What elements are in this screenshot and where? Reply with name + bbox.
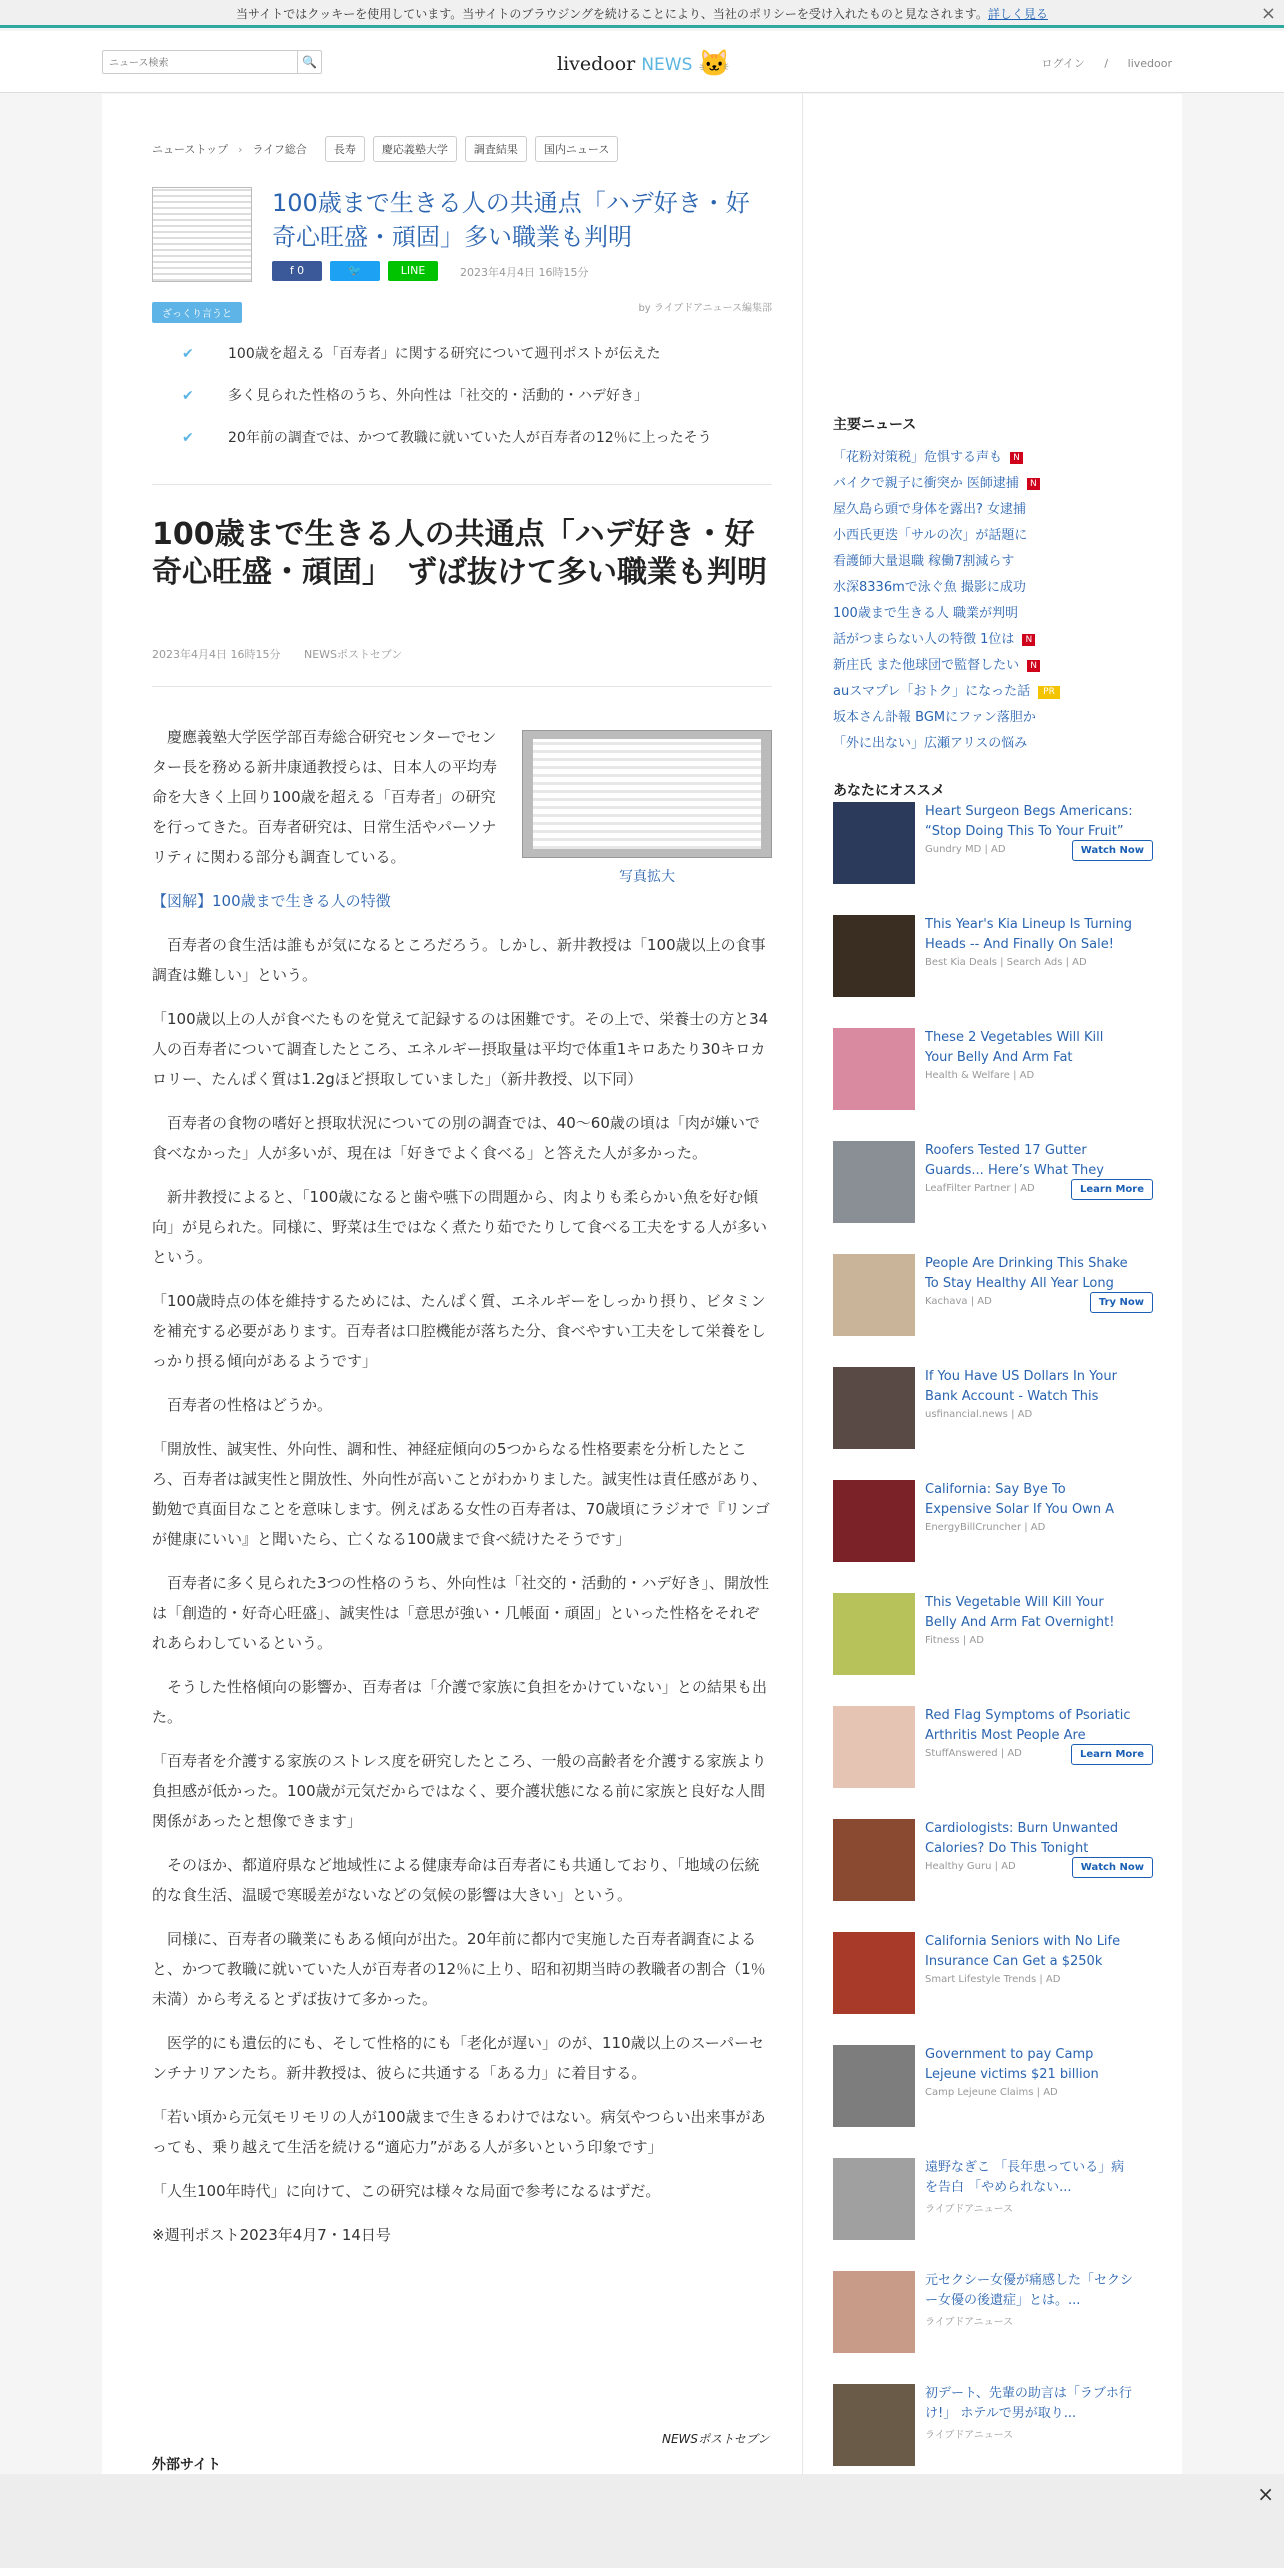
tag-domestic[interactable]: 国内ニュース [535, 136, 618, 162]
recommend-thumbnail[interactable] [833, 2271, 915, 2353]
article-paragraph: 百寿者の食生活は誰もが気になるところだろう。しかし、新井教授は「100歳以上の食事調査は難しい」という。 [152, 936, 766, 984]
recommend-cta-button[interactable]: Learn More [1071, 1744, 1153, 1765]
recommend-source: Best Kia Deals | Search Ads | AD [925, 957, 1087, 968]
share-buttons [272, 261, 438, 281]
article-paragraph: 百寿者の性格はどうか。 [167, 1396, 333, 1414]
recommend-title[interactable]: 初デート、先輩の助言は「ラブホ行け!」 ホテルで男が取り... [925, 2386, 1132, 2421]
top-news-item[interactable] [833, 627, 1163, 653]
summary-badge: ざっくり言うと [152, 302, 242, 323]
recommend-thumbnail[interactable] [833, 802, 915, 884]
header-nav [1033, 55, 1180, 71]
recommend-source: ライブドアニュース [925, 2204, 1014, 2215]
new-badge: N [1027, 478, 1040, 490]
news-post-seven-logo: NEWSポストセブン [662, 2432, 770, 2446]
recommend-item[interactable] [833, 1141, 1153, 1223]
recommend-title[interactable]: Cardiologists: Burn Unwanted Calories? Do This Tonight [925, 1821, 1119, 1856]
recommend-item[interactable] [833, 802, 1153, 884]
facebook-share-button[interactable]: f 0 [272, 261, 322, 281]
summary-item: ✔ 多く見られた性格のうち、外向性は「社交的・活動的・ハデ好き」 [182, 386, 772, 406]
close-icon[interactable]: × [1257, 2482, 1274, 2506]
top-news-text: auスマプレ「おトク」になった話 [833, 684, 1031, 699]
top-news-item[interactable] [833, 497, 1163, 523]
top-news-item[interactable] [833, 471, 1163, 497]
top-news-text: バイクで親子に衝突か 医師逮捕 [833, 476, 1019, 491]
top-news-item[interactable] [833, 705, 1163, 731]
breadcrumb-sep-icon: › [238, 142, 243, 156]
recommend-title[interactable]: Government to pay Camp Lejeune victims $21 billion [925, 2047, 1099, 2082]
nav-separator: / [1104, 57, 1109, 70]
bottom-ad-bar [0, 2474, 1284, 2568]
recommend-thumbnail[interactable] [833, 2384, 915, 2466]
article-paragraph: 「若い頃から元気モリモリの人が100歳まで生きるわけではない。病気やつらい出来事があっても、乗り越えて生活を続ける“適応力”がある人が多いという印象です」 [152, 2108, 766, 2156]
new-badge: N [1010, 452, 1023, 464]
recommend-thumbnail[interactable] [833, 1367, 915, 1449]
livedoor-news-logo[interactable] [557, 47, 731, 77]
cookie-banner [0, 0, 1284, 28]
recommend-item[interactable] [833, 2384, 1153, 2466]
twitter-share-button[interactable]: 🐦 [330, 261, 380, 281]
recommend-title[interactable]: Heart Surgeon Begs Americans: “Stop Doing This To Your Fruit” [925, 804, 1133, 839]
login-link[interactable]: ログイン [1041, 57, 1085, 70]
article-paragraph: 同様に、百寿者の職業にもある傾向が出た。20年前に都内で実施した百寿者調査によると、かつて教職に就いていた人が百寿者の12％に上り、昭和初期当時の教職者の割合（1％未満）から考えるとずば抜けて多かった。 [152, 1930, 766, 2008]
recommend-item[interactable] [833, 2158, 1153, 2240]
divider [152, 686, 772, 687]
top-news-text: 100歳まで生きる人 職業が判明 [833, 606, 1018, 621]
recommend-thumbnail[interactable] [833, 1028, 915, 1110]
headline-thumbnail[interactable] [152, 187, 252, 282]
recommend-title[interactable]: These 2 Vegetables Will Kill Your Belly And Arm Fat [925, 1030, 1104, 1065]
top-news-text: 水深8336mで泳ぐ魚 撮影に成功 [833, 580, 1026, 595]
recommend-cta-button[interactable]: Watch Now [1072, 840, 1153, 861]
top-news-item[interactable] [833, 679, 1163, 705]
top-news-text: 「外に出ない」広瀬アリスの悩み [833, 736, 1028, 751]
recommend-title[interactable]: This Year's Kia Lineup Is Turning Heads -- And Finally On Sale! [925, 917, 1133, 952]
top-news-text: 「花粉対策税」危惧する声も [833, 450, 1003, 465]
recommend-thumbnail[interactable] [833, 1254, 915, 1336]
recommend-source: Healthy Guru | AD [925, 1861, 1016, 1872]
tag-longevity[interactable]: 長寿 [325, 136, 365, 162]
top-news-item[interactable] [833, 523, 1163, 549]
article-source[interactable]: NEWSポストセブン [303, 648, 403, 661]
article-paragraph: 医学的にも遺伝的にも、そして性格的にも「老化が遅い」のが、110歳以上のスーパーセンチナリアンたち。新井教授は、彼らに共通する「ある力」に着目する。 [152, 2034, 764, 2082]
top-news-item[interactable] [833, 653, 1163, 679]
recommend-item[interactable] [833, 1593, 1153, 1675]
article-lead: 慶應義塾大学医学部百寿総合研究センターでセンター長を務める新井康通教授らは、日本人の平均寿命を大きく上回り100歳を超える「百寿者」の研究を行ってきた。百寿者研究は、日常生活やパーソナリティに関わる部分も調査している。 [152, 728, 498, 866]
pr-badge: PR [1038, 686, 1060, 699]
recommend-source: StuffAnswered | AD [925, 1748, 1022, 1759]
tag-keio[interactable]: 慶応義塾大学 [373, 136, 457, 162]
recommend-source: EnergyBillCruncher | AD [925, 1522, 1046, 1533]
top-news-text: 新庄氏 また他球団で監督したい [833, 658, 1020, 673]
article-paragraph: 「100歳時点の体を維持するためには、たんぱく質、エネルギーをしっかり摂り、ビタミンを補充する必要があります。百寿者は口腔機能が落ちた分、食べやすい工夫をして栄養をしっかり摂る傾向があるようです」 [152, 1292, 766, 1370]
top-news-text: 看護師大量退職 稼働7割減らす [833, 554, 1015, 569]
article-footnote: ※週刊ポスト2023年4月7・14日号 [152, 2226, 391, 2244]
article-paragraph: 「人生100年時代」に向けて、この研究は様々な局面で参考になるはずだ。 [152, 2182, 661, 2200]
top-news-item[interactable] [833, 575, 1163, 601]
breadcrumb-life[interactable]: ライフ総合 [252, 143, 307, 156]
recommend-title[interactable]: 元セクシー女優が痛感した「セクシー女優の後遺症」とは。... [925, 2273, 1134, 2308]
recommend-item[interactable] [833, 915, 1153, 997]
top-news-item[interactable] [833, 549, 1163, 575]
recommend-thumbnail[interactable] [833, 1141, 915, 1223]
article-paragraph: 「百寿者を介護する家族のストレス度を研究したところ、一般の高齢者を介護する家族より負担感が低かった。100歳が元気だからではなく、要介護状態になる前に家族と良好な人間関係があったと想像できます」 [152, 1752, 767, 1830]
recommend-source: Fitness | AD [925, 1635, 984, 1646]
sidebar [802, 94, 1182, 2568]
recommend-title[interactable]: If You Have US Dollars In Your Bank Account - Watch This [925, 1369, 1117, 1404]
recommend-item[interactable] [833, 2045, 1153, 2127]
article-title: 100歳まで生きる人の共通点「ハデ好き・好奇心旺盛・頑固」 ずば抜けて多い職業も判明 [152, 517, 767, 590]
recommend-cta-button[interactable]: Watch Now [1072, 1857, 1153, 1878]
recommend-title[interactable]: Roofers Tested 17 Gutter Guards... Here’s What They [925, 1143, 1104, 1178]
recommend-item[interactable] [833, 1028, 1153, 1110]
cookie-more-link[interactable]: 詳しく見る [987, 7, 1048, 21]
recommend-source: usfinancial.news | AD [925, 1409, 1033, 1420]
cat-mascot-icon: 🐱 [698, 49, 731, 79]
top-news-text: 屋久島ら頭で身体を露出? 女逮捕 [833, 502, 1027, 517]
top-news-text: 話がつまらない人の特徴 1位は [833, 632, 1015, 647]
recommend-item[interactable] [833, 1367, 1153, 1449]
headline-date: 2023年4月4日 16時15分 [460, 266, 589, 279]
top-news-text: 小西氏更迭「サルの次」が話題に [833, 528, 1028, 543]
logo-news: NEWS [641, 55, 693, 75]
breadcrumb-news-top[interactable]: ニューストップ [152, 143, 229, 156]
recommend-item[interactable] [833, 1480, 1153, 1562]
top-news-list [833, 445, 1163, 757]
recommend-thumbnail[interactable] [833, 915, 915, 997]
recommend-title[interactable]: 遠野なぎこ 「長年患っている」病を告白 「やめられない... [925, 2160, 1125, 2195]
recommend-thumbnail[interactable] [833, 2045, 915, 2127]
summary-item: ✔ 20年前の調査では、かつて教職に就いていた人が百寿者の12％に上ったそう [182, 428, 772, 448]
article-paragraph: 「開放性、誠実性、外向性、調和性、神経症傾向の5つからなる性格要素を分析したところ、百寿者は誠実性と開放性、外向性が高いことがわかりました。誠実性は責任感があり、勤勉で真面目なことを意味します。例えばある女性の百寿者は、70歳頃にラジオで『リンゴが健康にいい』と聞いたら、亡くなる100歳まで食べ続けたそうです」 [152, 1440, 770, 1548]
recommend-title[interactable]: Red Flag Symptoms of Psoriatic Arthritis Most People Are [925, 1708, 1131, 1743]
recommend-item[interactable] [833, 1706, 1153, 1788]
figure-enlarge-link[interactable]: 写真拡大 [619, 869, 675, 885]
recommend-item[interactable] [833, 1819, 1153, 1901]
top-news-item[interactable] [833, 601, 1163, 627]
recommend-thumbnail[interactable] [833, 1593, 915, 1675]
article-meta [152, 646, 422, 662]
recommend-title[interactable]: California Seniors with No Life Insurance Can Get a $250k [925, 1934, 1121, 1969]
recommend-title[interactable]: California: Say Bye To Expensive Solar If You Own A [925, 1482, 1115, 1517]
article-paragraph: 「100歳以上の人が食べたものを覚えて記録するのは困難です。その上で、栄養士の方と34人の百寿者について調査したところ、エネルギー摂取量は平均で体重1キロあたり30キロカロリー、たんぱく質は1.2gほど摂取していました」（新井教授、以下同） [152, 1010, 769, 1088]
article-paragraph: 百寿者に多く見られた3つの性格のうち、外向性は「社交的・活動的・ハデ好き」、開放性は「創造的・好奇心旺盛」、誠実性は「意思が強い・几帳面・頑固」といった性格をそれぞれあらわしているという。 [152, 1574, 770, 1652]
recommend-source: ライブドアニュース [925, 2430, 1014, 2441]
cookie-text: 当サイトではクッキーを使用しています。当サイトのブラウジングを続けることにより、当社のポリシーを受け入れたものと見なされます。 [236, 7, 988, 21]
top-news-heading: 主要ニュース [833, 417, 917, 433]
recommend-thumbnail[interactable] [833, 1932, 915, 2014]
recommend-thumbnail[interactable] [833, 1819, 915, 1901]
main-column [102, 94, 802, 2568]
headline-title[interactable]: 100歳まで生きる人の共通点「ハデ好き・好奇心旺盛・頑固」多い職業も判明 [272, 189, 750, 251]
recommend-source: ライブドアニュース [925, 2317, 1014, 2328]
new-badge: N [1022, 634, 1035, 646]
recommend-heading: あなたにオススメ [833, 783, 945, 799]
summary-item: ✔ 100歳を超える「百寿者」に関する研究について週刊ポストが伝えた [182, 344, 772, 364]
recommend-cta-button[interactable]: Learn More [1071, 1179, 1153, 1200]
logo-main: livedoor [557, 53, 636, 75]
livedoor-link[interactable]: livedoor [1127, 57, 1172, 70]
external-sites-heading: 外部サイト [152, 2457, 222, 2473]
recommend-thumbnail[interactable] [833, 2158, 915, 2240]
top-news-item[interactable] [833, 731, 1163, 757]
recommend-item[interactable] [833, 2271, 1153, 2353]
recommend-source: Kachava | AD [925, 1296, 992, 1307]
divider [152, 484, 772, 485]
recommend-source: Smart Lifestyle Trends | AD [925, 1974, 1061, 1985]
summary-list [182, 344, 772, 470]
new-badge: N [1027, 660, 1040, 672]
tag-survey[interactable]: 調査結果 [465, 136, 527, 162]
site-header [0, 31, 1284, 93]
line-share-button[interactable]: LINE [388, 261, 438, 281]
article-paragraph: そうした性格傾向の影響か、百寿者は「介護で家族に負担をかけていない」との結果も出た。 [152, 1678, 768, 1726]
search-box [102, 50, 322, 74]
recommend-source: LeafFilter Partner | AD [925, 1183, 1035, 1194]
search-input[interactable] [103, 53, 293, 75]
recommend-cta-button[interactable]: Try Now [1090, 1292, 1153, 1313]
article-date: 2023年4月4日 16時15分 [152, 648, 281, 661]
recommend-item[interactable] [833, 1932, 1153, 2014]
article-paragraph: そのほか、都道府県など地域性による健康寿命は百寿者にも共通しており、「地域の伝統的な食生活、温暖で寒暖差がないなどの気候の影響は大きい」という。 [152, 1856, 760, 1904]
recommend-thumbnail[interactable] [833, 1480, 915, 1562]
article-paragraph: 新井教授によると、「100歳になると歯や嚥下の問題から、肉よりも柔らかい魚を好む傾向」が見られた。同様に、野菜は生ではなく煮たり茹でたりして食べる工夫をする人が多いという。 [152, 1188, 768, 1266]
article-body [152, 722, 772, 2264]
search-icon[interactable]: 🔍 [297, 51, 321, 73]
recommend-source: Gundry MD | AD [925, 844, 1006, 855]
recommend-source: Camp Lejeune Claims | AD [925, 2087, 1058, 2098]
article-paragraph: 百寿者の食物の嗜好と摂取状況についての別の調査では、40～60歳の頃は「肉が嫌いで食べなかった」人が多いが、現在は「好きでよく食べる」と答えた人が多かった。 [152, 1114, 760, 1162]
recommend-source: Health & Welfare | AD [925, 1070, 1035, 1081]
top-news-text: 坂本さん訃報 BGMにファン落胆か [833, 710, 1036, 725]
headline-byline: by ライブドアニュース編集部 [638, 303, 772, 314]
recommend-title[interactable]: People Are Drinking This Shake To Stay Healthy All Year Long [925, 1256, 1128, 1291]
cookie-close-icon[interactable]: × [1260, 3, 1276, 24]
top-news-item[interactable] [833, 445, 1163, 471]
breadcrumb [152, 136, 618, 162]
recommend-thumbnail[interactable] [833, 1706, 915, 1788]
diagram-link[interactable]: 【図解】100歳まで生きる人の特徴 [152, 892, 391, 910]
recommend-title[interactable]: This Vegetable Will Kill Your Belly And Arm Fat Overnight! [925, 1595, 1115, 1630]
recommend-item[interactable] [833, 1254, 1153, 1336]
